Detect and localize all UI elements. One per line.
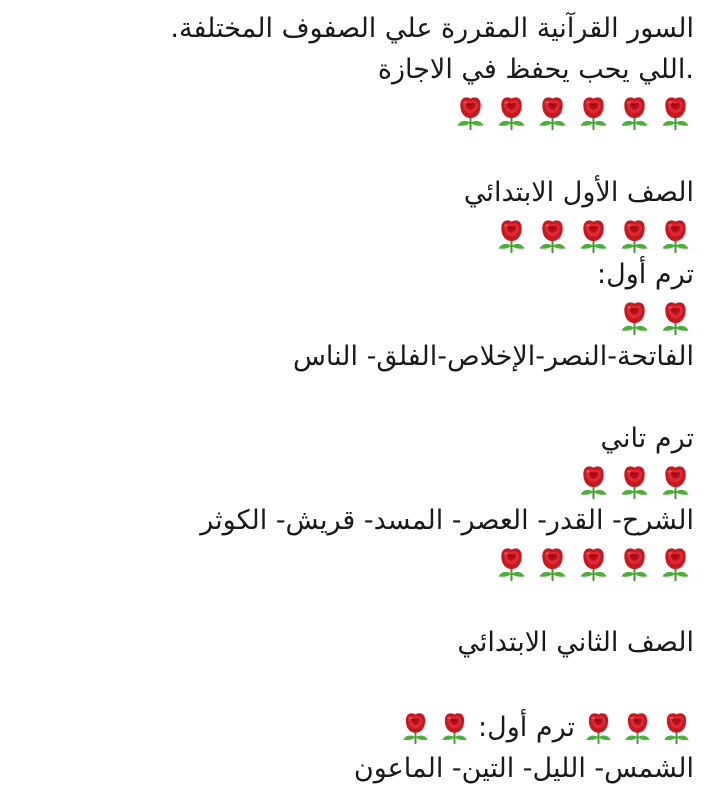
rose-icon xyxy=(575,463,612,500)
rose-icon xyxy=(534,217,571,254)
rose-icon xyxy=(657,545,694,582)
rose-icon xyxy=(493,217,530,254)
rose-icon xyxy=(657,217,694,254)
rose-icon xyxy=(575,217,612,254)
g1-term2-label: ترم تاني xyxy=(600,423,694,454)
rose-icon xyxy=(575,94,612,131)
g2-term1-label: ترم أول: xyxy=(478,711,575,743)
g1-term1-label: ترم أول: xyxy=(597,259,694,290)
rose-group-right xyxy=(581,710,694,745)
rose-icon xyxy=(657,299,694,336)
rose-icon xyxy=(452,94,489,131)
rose-icon xyxy=(657,94,694,131)
rose-icon xyxy=(616,217,653,254)
g1-term1-surahs: الفاتحة-النصر-الإخلاص-الفلق- الناس xyxy=(292,341,694,372)
rose-icon xyxy=(616,299,653,336)
rose-icon xyxy=(659,710,694,745)
rose-icon xyxy=(534,94,571,131)
g2-term1-surahs: الشمس- الليل- التين- الماعون xyxy=(353,753,694,784)
rose-icon xyxy=(616,545,653,582)
rose-icon xyxy=(398,710,433,745)
intro-line-2: .اللي يحب يحفظ في الاجازة xyxy=(377,54,694,85)
g2-term1-row xyxy=(398,707,694,747)
rose-icon xyxy=(616,463,653,500)
rose-icon xyxy=(534,545,571,582)
g1-term2-surahs: الشرح- القدر- العصر- المسد- قريش- الكوثر xyxy=(200,505,694,536)
rose-icon xyxy=(575,545,612,582)
rose-icon xyxy=(493,545,530,582)
rose-icon xyxy=(493,94,530,131)
rose-icon xyxy=(437,710,472,745)
rose-row-5 xyxy=(493,543,694,583)
intro-line-1: السور القرآنية المقررة علي الصفوف المختلفة. xyxy=(170,13,694,44)
rose-icon xyxy=(620,710,655,745)
rose-group-left xyxy=(398,710,472,745)
rose-row-3 xyxy=(616,297,694,337)
rose-row-1 xyxy=(452,92,694,132)
rose-row-4 xyxy=(575,461,694,501)
rose-icon xyxy=(581,710,616,745)
grade1-title: الصف الأول الابتدائي xyxy=(463,177,694,208)
rose-icon xyxy=(657,463,694,500)
rose-icon xyxy=(616,94,653,131)
rose-row-2 xyxy=(493,215,694,255)
grade2-title: الصف الثاني الابتدائي xyxy=(457,627,694,658)
